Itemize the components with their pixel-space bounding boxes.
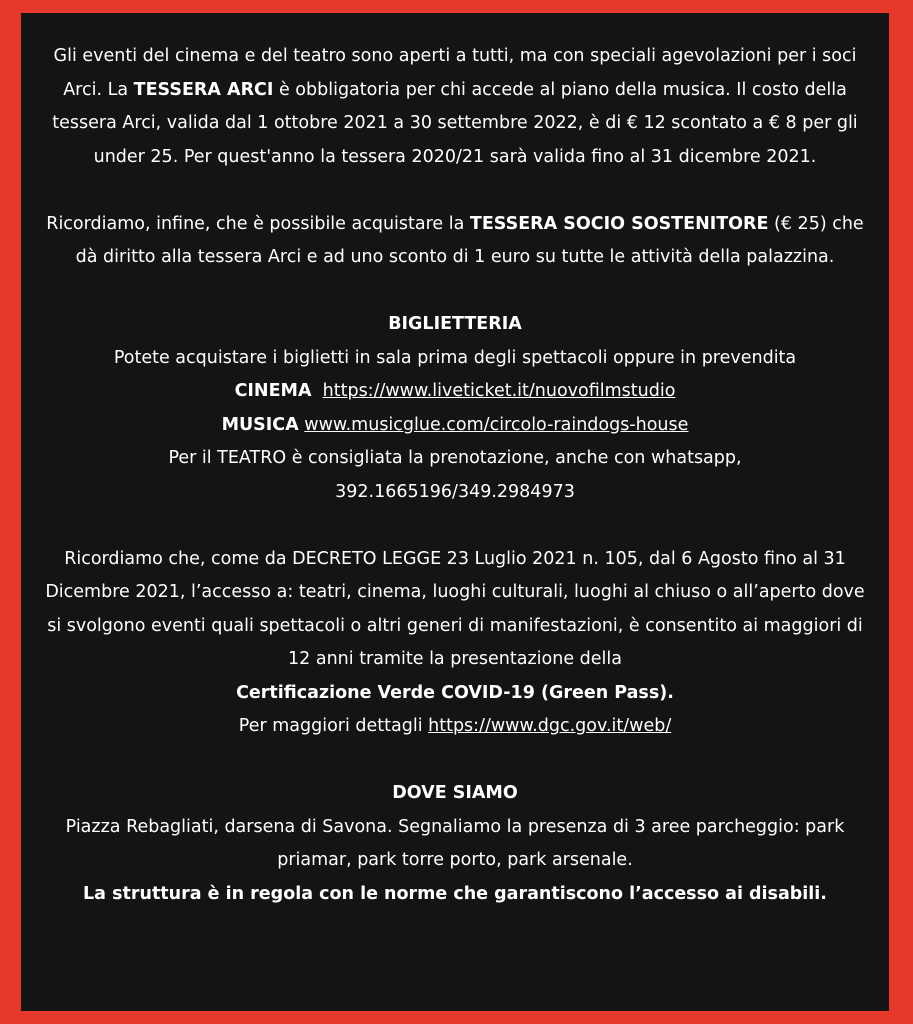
cinema-link[interactable]: https://www.liveticket.it/nuovofilmstudio <box>322 381 676 401</box>
dove-siamo-title: DOVE SIAMO <box>392 783 518 803</box>
green-pass-line <box>45 677 865 711</box>
sostenitore-text: Ricordiamo, infine, che è possibile acquistare la <box>46 213 470 234</box>
intro-text-cont: è obbligatoria per chi accede al piano della musica. Il costo della tessera Arci, valida dal 1 ottobre 2021 a 30 settembre 2022, è di € 12 scontato a € 8 per gli under 25. Per quest'anno la tessera 2020/21 sarà valida fino al 31 dicembre 2021. <box>52 79 858 167</box>
sostenitore-text-cont: (€ 25) che dà diritto alla tessera Arci e ad uno sconto di 1 euro su tutte le attività della palazzina. <box>75 213 864 267</box>
biglietteria-title: BIGLIETTERIA <box>388 314 522 334</box>
musica-line <box>45 409 865 443</box>
biglietteria-line: Potete acquistare i biglietti in sala prima degli spettacoli oppure in prevendita <box>113 347 797 368</box>
dgc-link[interactable]: https://www.dgc.gov.it/web/ <box>428 716 672 736</box>
dove-paragraph: Piazza Rebagliati, darsena di Savona. Segnaliamo la presenza di 3 aree parcheggio: park priamar, park torre porto, park arsenale. <box>65 816 845 870</box>
details-text: Per maggiori dettagli <box>238 716 429 736</box>
phone-numbers: 392.1665196/349.2984973 <box>335 481 575 502</box>
intro-paragraph <box>45 40 865 174</box>
accessibility-text: La struttura è in regola con le norme che garantiscono l’accesso ai disabili. <box>83 883 827 904</box>
spacer <box>45 744 865 778</box>
intro-text: Gli eventi del cinema e del teatro sono aperti a tutti, ma con speciali agevolazioni per i soci Arci. La <box>53 46 857 100</box>
green-pass-label: Certificazione Verde COVID-19 (Green Pass). <box>236 682 674 703</box>
info-panel <box>21 13 889 1011</box>
cinema-label: CINEMA <box>234 381 312 401</box>
biglietteria-heading <box>45 308 865 342</box>
spacer <box>45 174 865 208</box>
details-line <box>45 710 865 744</box>
sostenitore-paragraph <box>45 208 865 275</box>
musica-link[interactable]: www.musicglue.com/circolo-raindogs-house <box>304 414 689 435</box>
accessibility-line <box>45 878 865 912</box>
spacer <box>45 509 865 543</box>
tessera-arci-label: TESSERA ARCI <box>133 79 274 100</box>
cinema-line <box>45 375 865 409</box>
dove-heading <box>45 777 865 811</box>
tessera-sostenitore-label: TESSERA SOCIO SOSTENITORE <box>469 213 769 234</box>
musica-label: MUSICA <box>221 414 299 435</box>
teatro-line: Per il TEATRO è consigliata la prenotazione, anche con whatsapp, <box>168 448 742 468</box>
covid-paragraph: Ricordiamo che, come da DECRETO LEGGE 23 Luglio 2021 n. 105, dal 6 Agosto fino al 31 Dicembre 2021, l’accesso a: teatri, cinema, luoghi culturali, luoghi al chiuso o all’aperto dove si svolgono eventi quali spettacoli o altri generi di manifestazioni, è consentito ai maggiori di 12 anni tramite la presentazione della <box>45 548 865 669</box>
spacer <box>45 275 865 309</box>
